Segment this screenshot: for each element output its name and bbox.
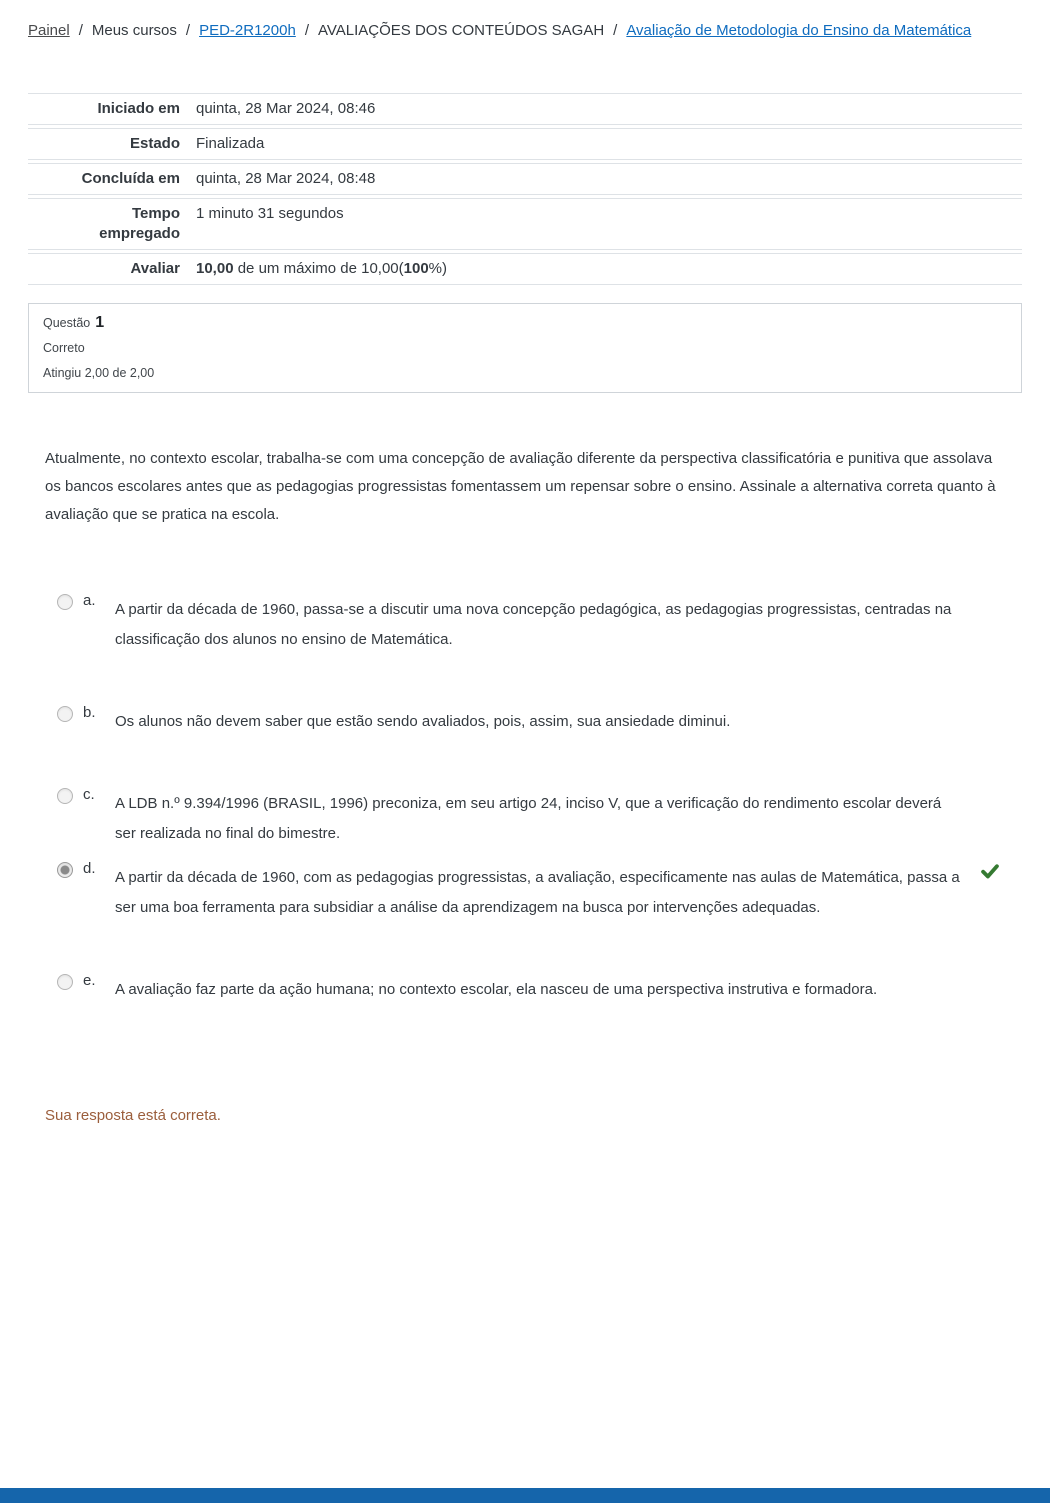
radio-option-e[interactable] bbox=[57, 974, 73, 990]
breadcrumb-link-course[interactable]: PED-2R1200h bbox=[199, 22, 296, 39]
summary-row-completed bbox=[28, 163, 1022, 195]
question-marks: Atingiu 2,00 de 2,00 bbox=[43, 366, 155, 380]
summary-row-grade bbox=[28, 253, 1022, 285]
breadcrumb-separator: / bbox=[185, 22, 191, 39]
answer-option-a bbox=[57, 591, 1022, 655]
breadcrumb bbox=[28, 0, 1022, 39]
summary-label: Concluída em bbox=[81, 170, 180, 187]
summary-row-state bbox=[28, 128, 1022, 160]
footer-bar bbox=[0, 1488, 1050, 1503]
option-letter: c. bbox=[83, 786, 95, 803]
feedback-text: Sua resposta está correta. bbox=[45, 1107, 221, 1124]
summary-value: quinta, 28 Mar 2024, 08:48 bbox=[196, 170, 376, 187]
summary-label bbox=[28, 204, 196, 244]
radio-option-a[interactable] bbox=[57, 594, 73, 610]
answer-options bbox=[57, 591, 1022, 1005]
question-number-value: 1 bbox=[95, 314, 105, 331]
grade-percent: 100 bbox=[403, 260, 429, 277]
breadcrumb-separator: / bbox=[304, 22, 309, 39]
summary-label: Avaliar bbox=[130, 260, 180, 277]
question-number-label: Questão bbox=[43, 316, 91, 330]
check-icon bbox=[980, 861, 1000, 885]
grade-mid: de um máximo de 10,00( bbox=[233, 260, 404, 277]
option-text: A partir da década de 1960, com as pedagogias progressistas, a avaliação, especificamente nas aulas de Matemática, passa a ser uma boa ferramenta para subsidiar a análise da aprendizagem na busca por intervenções adequadas. bbox=[115, 869, 960, 916]
summary-label: Iniciado em bbox=[97, 100, 180, 117]
option-letter: a. bbox=[83, 592, 96, 609]
summary-value: 1 minuto 31 segundos bbox=[196, 205, 344, 222]
summary-label: Estado bbox=[129, 135, 180, 152]
option-letter: d. bbox=[83, 860, 96, 877]
answer-option-e bbox=[57, 971, 1022, 1005]
answer-option-c bbox=[57, 785, 1022, 849]
grade-main: 10,00 bbox=[196, 260, 234, 277]
breadcrumb-item-section: AVALIAÇÕES DOS CONTEÚDOS SAGAH bbox=[317, 22, 605, 39]
summary-row-started bbox=[28, 93, 1022, 125]
radio-option-d[interactable] bbox=[57, 862, 73, 878]
breadcrumb-link-painel[interactable]: Painel bbox=[28, 22, 70, 39]
question-number bbox=[43, 314, 1007, 332]
summary-grade-value bbox=[196, 259, 1022, 279]
grade-end: %) bbox=[428, 260, 448, 277]
option-text: A avaliação faz parte da ação humana; no contexto escolar, ela nasceu de uma perspectiva instrutiva e formadora. bbox=[115, 981, 878, 998]
summary-row-time-taken bbox=[28, 198, 1022, 250]
attempt-summary-table bbox=[28, 93, 1022, 285]
radio-option-c[interactable] bbox=[57, 788, 73, 804]
breadcrumb-item-meus-cursos: Meus cursos bbox=[91, 22, 177, 39]
option-text: Os alunos não devem saber que estão sendo avaliados, pois, assim, sua ansiedade diminui. bbox=[115, 713, 731, 730]
option-letter: e. bbox=[83, 972, 96, 989]
breadcrumb-separator: / bbox=[78, 22, 83, 39]
summary-value: quinta, 28 Mar 2024, 08:46 bbox=[196, 100, 376, 117]
breadcrumb-link-quiz[interactable]: Avaliação de Metodologia do Ensino da Matemática bbox=[626, 22, 972, 39]
option-text: A partir da década de 1960, passa-se a discutir uma nova concepção pedagógica, as pedagogias progressistas, centradas na classificação dos alunos no ensino de Matemática. bbox=[115, 601, 952, 648]
radio-option-b[interactable] bbox=[57, 706, 73, 722]
option-text: A LDB n.º 9.394/1996 (BRASIL, 1996) preconiza, em seu artigo 24, inciso V, que a verificação do rendimento escolar deverá ser realizada no final do bimestre. bbox=[115, 795, 942, 842]
answer-option-d bbox=[57, 859, 1022, 923]
option-letter: b. bbox=[83, 704, 96, 721]
breadcrumb-separator: / bbox=[613, 22, 618, 39]
summary-label-text: Tempo empregado bbox=[99, 205, 180, 242]
question-text: Atualmente, no contexto escolar, trabalha-se com uma concepção de avaliação diferente da perspectiva classificatória e punitiva que assolava os bancos escolares antes que as pedagogias progressistas fomentassem um repensar sobre o ensino. Assinale a alternativa correta quanto à avaliação que se pratica na escola. bbox=[45, 450, 996, 523]
summary-value: Finalizada bbox=[196, 135, 265, 152]
question-status-badge: Correto bbox=[43, 341, 85, 355]
question-info-box bbox=[28, 303, 1022, 393]
answer-option-b bbox=[57, 703, 1022, 737]
